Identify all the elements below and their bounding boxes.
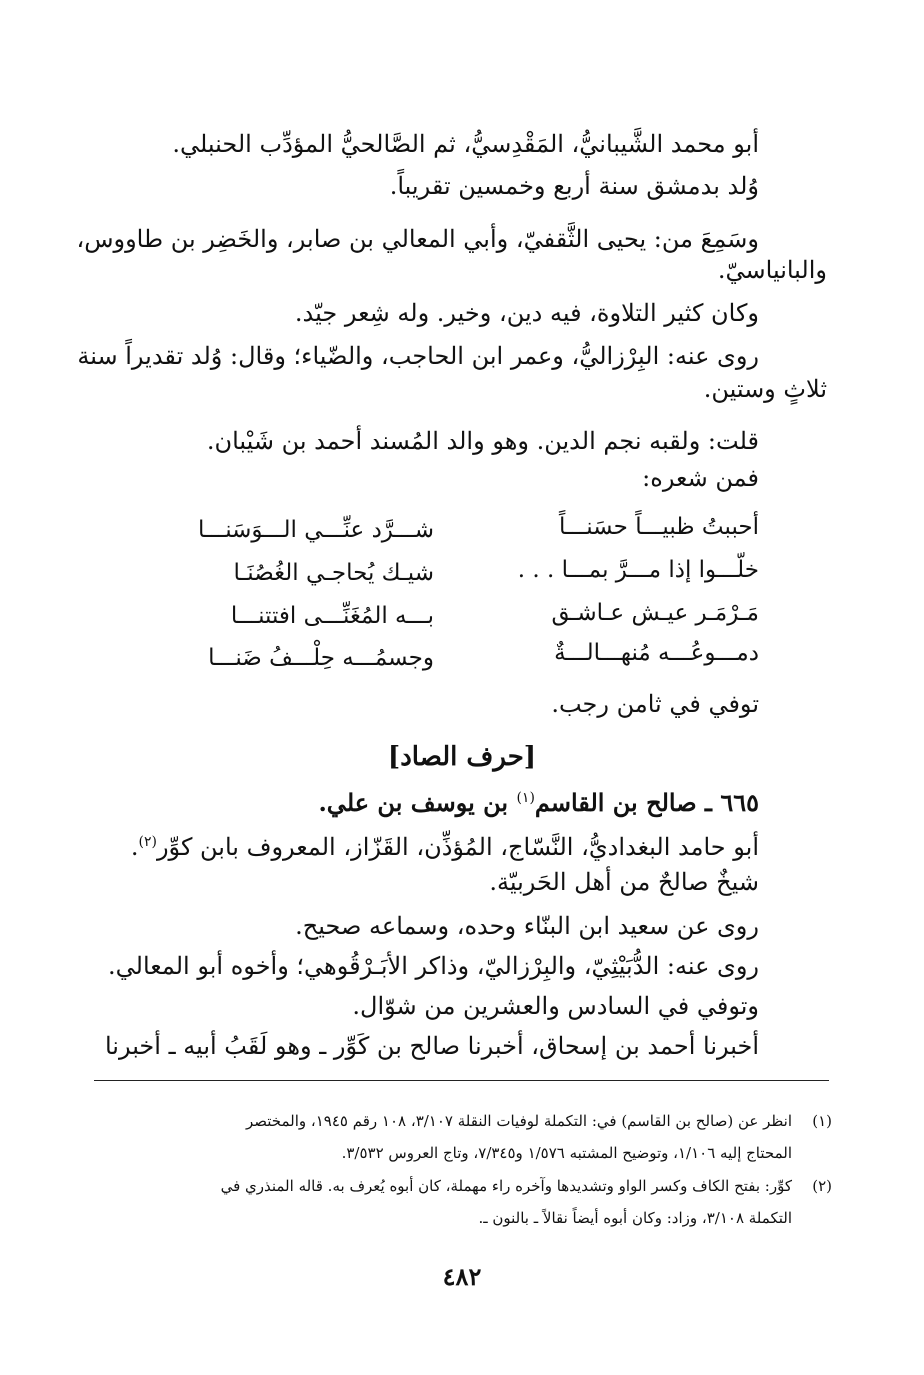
body-line-1: أبو محمد الشَّيبانيُّ، المَقْدِسيُّ، ثم الصَّالحيُّ المؤدِّب الحنبلي. <box>172 130 759 158</box>
entry-line-1-text: أبو حامد البغداديُّ، النَّسّاج، المُؤذِّن، القَزّاز، المعروف بابن كوِّر <box>156 833 759 861</box>
footnote-ref-2: (٢) <box>138 834 157 850</box>
entry-title-name: ٦٦٥ ـ صالح بن القاسم <box>534 788 759 817</box>
body-line-6: روى عنه: البِرْزاليُّ، وعمر ابن الحاجب، والضّياء؛ وقال: وُلد تقديراً سنة <box>77 342 759 370</box>
death-line: توفي في ثامن رجب. <box>551 690 759 718</box>
verse-2-second-hemistich: شيـك يُحاجـي الغُصُنَـا <box>233 560 434 586</box>
verse-4-second-hemistich: وجسمُـــه حِلْـــفُ ضَنـــا <box>208 645 434 671</box>
body-line-5: وكان كثير التلاوة، فيه دين، وخير. وله شِعر جيّد. <box>294 299 759 327</box>
footnote-2-line-2: التكملة ٣/١٠٨، وزاد: وكان أبوه أيضاً نقالاً ـ بالنون ـ. <box>478 1209 792 1227</box>
footnote-1-line-1: انظر عن (صالح بن القاسم) في: التكملة لوفيات النقلة ٣/١٠٧، ١٠٨ رقم ١٩٤٥، والمختصر <box>245 1112 792 1130</box>
entry-line-1 <box>131 826 759 863</box>
entry-title-rest: بن يوسف بن علي. <box>318 788 509 817</box>
body-line-9: فمن شعره: <box>642 464 759 492</box>
page-number: ٤٨٢ <box>442 1262 482 1291</box>
entry-title <box>318 782 759 819</box>
footnote-2-line-1: كوِّر: بفتح الكاف وكسر الواو وتشديدها وآخره راء مهملة، كان أبوه يُعرف به. قاله المنذري في <box>220 1177 792 1195</box>
body-line-2: وُلد بدمشق سنة أربع وخمسين تقريباً. <box>389 172 759 200</box>
footnote-divider <box>94 1080 829 1081</box>
verse-4-first-hemistich: دمـــوعُـــه مُنهـــالـــةٌ <box>554 640 759 666</box>
verse-1-first-hemistich: أحببتُ ظبيـــاً حسَنـــاً <box>558 514 759 540</box>
footnote-2-number: (٢) <box>812 1177 832 1195</box>
verse-3-first-hemistich: مَـرْمَـر عيـش عـاشـق <box>551 600 759 626</box>
entry-line-4: روى عنه: الدُّبَيْثِيّ، والبِرْزاليّ، وذاكر الأبَـرْقُوهي؛ وأخوه أبو المعالي. <box>108 952 759 980</box>
body-line-8: قلت: ولقبه نجم الدين. وهو والد المُسند أحمد بن شَيْبان. <box>206 427 759 455</box>
entry-line-2: شيخٌ صالحٌ من أهل الحَربيّة. <box>489 868 759 896</box>
footnote-1-number: (١) <box>812 1112 832 1130</box>
body-line-3: وسَمِعَ من: يحيى الثَّقفيّ، وأبي المعالي بن صابر، والخَضِر بن طاووس، <box>76 225 759 253</box>
verse-1-second-hemistich: شـــرَّد عنِّـــي الـــوَسَنـــا <box>197 517 434 543</box>
section-heading: [حرف الصاد] <box>387 742 537 772</box>
footnote-ref-1: (١) <box>516 790 535 806</box>
entry-line-1-end: . <box>130 833 139 861</box>
body-line-4: والبانياسيّ. <box>717 256 827 284</box>
entry-line-3: روى عن سعيد ابن البنّاء وحده، وسماعه صحيح. <box>295 912 759 940</box>
entry-line-5: وتوفي في السادس والعشرين من شوّال. <box>352 992 759 1020</box>
footnote-1-line-2: المحتاج إليه ١/١٠٦، وتوضيح المشتبه ١/٥٧٦ و٧/٣٤٥، وتاج العروس ٣/٥٣٢. <box>341 1144 792 1162</box>
verse-2-first-hemistich: خلّـــوا إذا مـــرَّ بمـــا . . . <box>517 557 759 583</box>
verse-3-second-hemistich: بـــه المُغَنِّـــى افتتنـــا <box>230 603 434 629</box>
entry-line-6: أخبرنا أحمد بن إسحاق، أخبرنا صالح بن كَوِّر ـ وهو لَقَبُ أبيه ـ أخبرنا <box>104 1032 759 1060</box>
body-line-7: ثلاثٍ وستين. <box>703 375 827 403</box>
